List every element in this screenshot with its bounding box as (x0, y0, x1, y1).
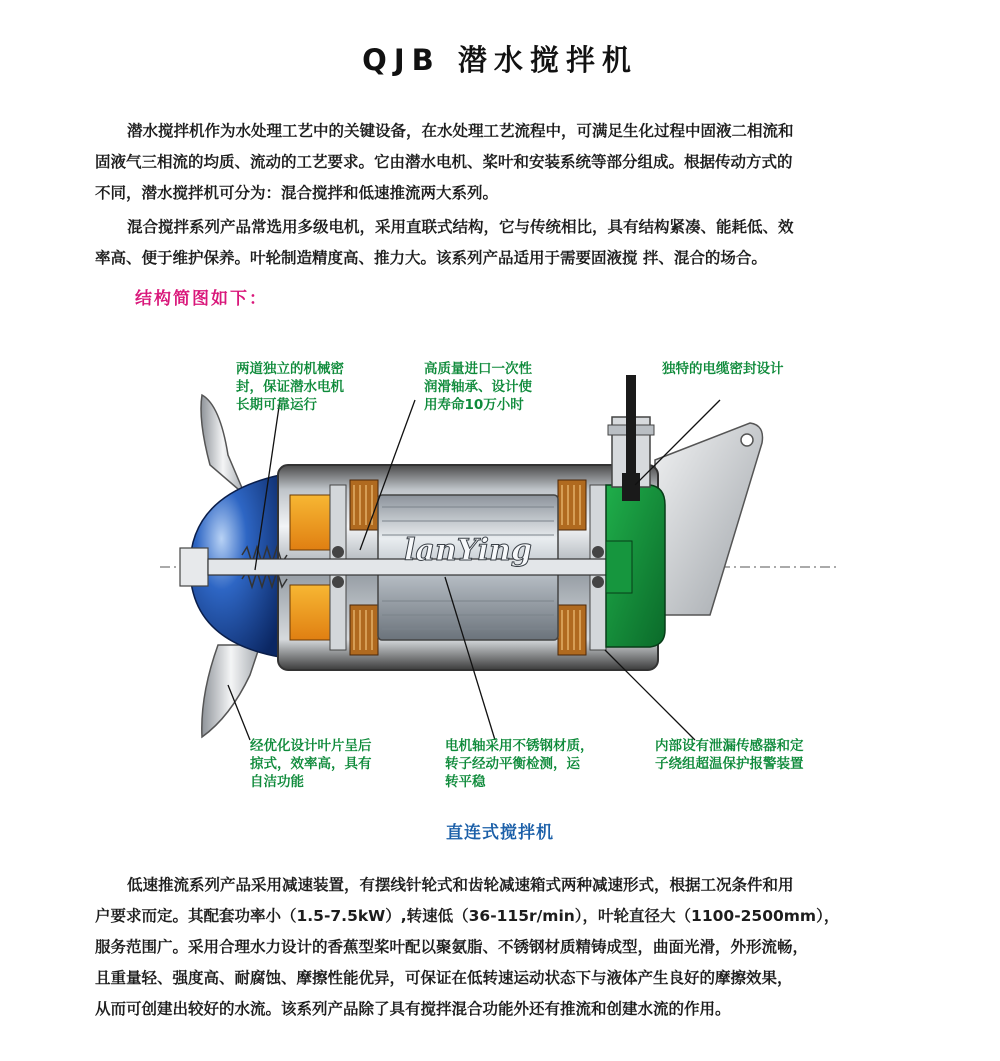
callout-line: 转平稳 (445, 774, 486, 790)
callout-bearing (424, 360, 532, 414)
low-speed-paragraph (95, 870, 920, 1025)
intro-paragraph (95, 116, 920, 209)
callout-line: 子绕组超温保护报警装置 (655, 756, 804, 772)
diagram-caption: 直连式搅拌机 (446, 823, 554, 843)
intro-line: 潜水搅拌机作为水处理工艺中的关键设备，在水处理工艺流程中，可满足生化过程中固液二相流和 (127, 122, 794, 140)
callout-line: 转子经动平衡检测，运 (445, 756, 580, 772)
callout-line: 润滑轴承、设计使 (424, 379, 532, 395)
structure-heading: 结构简图如下： (135, 289, 268, 309)
callout-mechanical-seal (236, 360, 344, 414)
low-speed-line: 从而可创建出较好的水流。该系列产品除了具有搅拌混合功能外还有推流和创建水流的作用。 (95, 1000, 731, 1018)
intro-line: 不同，潜水搅拌机可分为：混合搅拌和低速推流两大系列。 (95, 184, 499, 202)
callout-shaft (445, 737, 594, 791)
callout-cable-seal (662, 360, 784, 378)
low-speed-line: 服务范围广。采用合理水力设计的香蕉型桨叶配以聚氨脂、不锈钢材质精铸成型，曲面光滑，外形流畅， (95, 938, 809, 956)
mixing-paragraph (95, 212, 920, 274)
intro-line: 固液气三相流的均质、流动的工艺要求。它由潜水电机、桨叶和安装系统等部分组成。根据传动方式的 (95, 153, 793, 171)
callout-line: 经优化设计叶片呈后 (250, 738, 372, 754)
callout-line: 独特的电缆密封设计 (662, 361, 784, 377)
callout-line: 掠式，效率高，具有 (250, 756, 372, 772)
callout-leak-sensor (655, 737, 804, 773)
callout-line: 高质量进口一次性 (424, 361, 532, 377)
callout-line: 自洁功能 (250, 774, 304, 790)
callout-line: 封，保证潜水电机 (236, 379, 344, 395)
callout-line: 长期可靠运行 (236, 397, 317, 413)
callout-line: 用寿命10万小时 (424, 397, 524, 413)
low-speed-line: 低速推流系列产品采用减速装置，有摆线针轮式和齿轮减速箱式两种减速形式，根据工况条件和用 (127, 876, 794, 894)
lanying-logo: lanYing (404, 533, 532, 568)
low-speed-line: 户要求而定。其配套功率小（1.5-7.5kW）,转速低（36-115r/min），叶轮直径大（1100-2500mm）， (95, 907, 840, 925)
callout-line: 内部设有泄漏传感器和定 (655, 738, 804, 754)
low-speed-line: 且重量轻、强度高、耐腐蚀、摩擦性能优异，可保证在低转速运动状态下与液体产生良好的摩擦效果， (95, 969, 793, 987)
page-title: QJB 潜水搅拌机 (362, 43, 638, 77)
callout-line: 电机轴采用不锈钢材质， (445, 738, 594, 754)
mixing-line: 混合搅拌系列产品常选用多级电机，采用直联式结构，它与传统相比，具有结构紧凑、能耗低、效 (127, 218, 794, 236)
mixing-line: 率高、便于维护保养。叶轮制造精度高、推力大。该系列产品适用于需要固液搅 拌、混合的场合。 (95, 249, 767, 267)
callout-impeller (250, 737, 372, 791)
callout-line: 两道独立的机械密 (236, 361, 344, 377)
